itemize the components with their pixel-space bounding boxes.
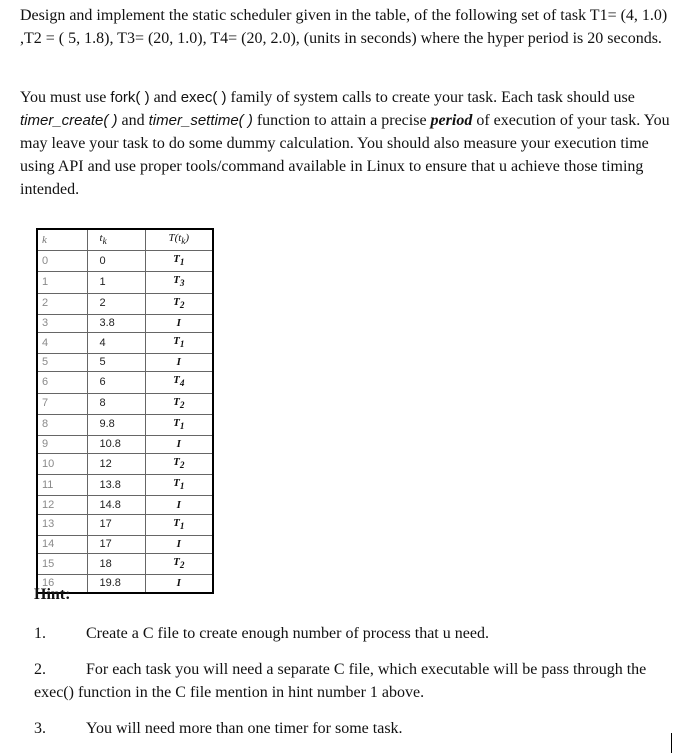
task-subscript: 1 xyxy=(179,481,185,492)
task-letter: T xyxy=(173,334,180,347)
cell-task xyxy=(145,372,213,393)
table-row xyxy=(37,314,213,332)
task-letter: T xyxy=(173,556,180,568)
timer-create-call: timer_create( ) xyxy=(20,112,118,129)
table-row xyxy=(37,514,213,535)
table-row xyxy=(37,414,213,435)
hint-number: 1. xyxy=(34,625,46,642)
cell-task xyxy=(145,454,213,475)
schedule-table xyxy=(36,228,214,594)
table-row xyxy=(37,293,213,314)
task-subscript: 2 xyxy=(179,560,185,571)
table-row xyxy=(37,475,213,496)
task-letter: I xyxy=(176,316,181,329)
cell-t: 17 xyxy=(87,514,145,535)
task-letter: T xyxy=(173,274,180,287)
instr-text-2: and xyxy=(149,89,181,106)
cell-k: 7 xyxy=(37,393,87,414)
task-letter: I xyxy=(176,577,181,590)
task-letter: I xyxy=(176,437,181,450)
hint-heading: Hint: xyxy=(34,586,71,603)
cell-t: 17 xyxy=(87,535,145,553)
task-letter: T xyxy=(173,374,180,387)
table-row xyxy=(37,454,213,475)
cell-task xyxy=(145,514,213,535)
hint-text: Create a C file to create enough number of process that u need. xyxy=(86,625,489,642)
cell-k: 4 xyxy=(37,332,87,353)
task-subscript: 1 xyxy=(179,520,185,531)
instr-text-3: family of system calls to create your task. Each task should use xyxy=(226,89,635,106)
header-k: k xyxy=(37,229,87,251)
cell-task xyxy=(145,414,213,435)
cell-t: 10.8 xyxy=(87,435,145,453)
cell-task xyxy=(145,554,213,575)
cell-t: 2 xyxy=(87,293,145,314)
header-task-base: T(t xyxy=(168,232,182,244)
cell-t: 18 xyxy=(87,554,145,575)
header-t-base: t xyxy=(99,232,103,244)
header-t xyxy=(87,229,145,251)
instr-text-5: function to attain a precise xyxy=(252,112,431,129)
task-letter: T xyxy=(173,395,180,408)
cell-task xyxy=(145,293,213,314)
cell-k: 0 xyxy=(37,251,87,272)
instructions-paragraph xyxy=(20,86,680,201)
task-letter: T xyxy=(173,416,180,429)
exec-call: exec( ) xyxy=(180,89,227,106)
header-task-sub: k xyxy=(181,236,186,247)
cell-k: 14 xyxy=(37,535,87,553)
cell-task xyxy=(145,535,213,553)
cell-k: 13 xyxy=(37,514,87,535)
cell-k: 3 xyxy=(37,314,87,332)
cell-t: 13.8 xyxy=(87,475,145,496)
cell-task xyxy=(145,475,213,496)
task-letter: T xyxy=(173,456,180,469)
task-letter: I xyxy=(176,498,181,511)
header-task-close: ) xyxy=(185,232,190,244)
cell-t: 8 xyxy=(87,393,145,414)
table-header-row xyxy=(37,229,213,251)
cell-t: 12 xyxy=(87,454,145,475)
cell-task xyxy=(145,435,213,453)
schedule-table-body xyxy=(37,251,213,594)
cell-t: 9.8 xyxy=(87,414,145,435)
cell-task xyxy=(145,332,213,353)
cell-k: 15 xyxy=(37,554,87,575)
task-subscript: 1 xyxy=(179,339,185,350)
table-row xyxy=(37,393,213,414)
task-subscript: 1 xyxy=(179,420,185,431)
task-subscript: 1 xyxy=(179,257,185,268)
cell-k: 1 xyxy=(37,272,87,293)
timer-settime-call: timer_settime( ) xyxy=(148,112,253,129)
text-cursor xyxy=(671,733,672,753)
hint-text: For each task you will need a separate C file, which executable will be pass through the exec() function in the C file mention in hint number 1 above. xyxy=(34,661,647,701)
cell-k: 11 xyxy=(37,475,87,496)
cell-task xyxy=(145,354,213,372)
cell-k: 8 xyxy=(37,414,87,435)
hint-number: 3. xyxy=(34,720,46,737)
header-t-sub: k xyxy=(102,236,107,247)
cell-k: 9 xyxy=(37,435,87,453)
cell-t: 19.8 xyxy=(87,575,145,594)
task-subscript: 2 xyxy=(179,299,185,310)
task-letter: I xyxy=(176,537,181,550)
instr-text-4: and xyxy=(117,112,149,129)
table-row xyxy=(37,251,213,272)
cell-t: 14.8 xyxy=(87,496,145,514)
table-row xyxy=(37,435,213,453)
period-emphasis: period xyxy=(430,112,473,129)
task-subscript: 3 xyxy=(179,278,185,289)
cell-k: 5 xyxy=(37,354,87,372)
instr-text-6: of execution of your task. You may leave your task to do some dummy calculation. You should also measure your execution time using API and use proper tools/command available in Linux to ensure that u achieve those timing intended. xyxy=(20,112,670,198)
cell-t: 6 xyxy=(87,372,145,393)
cell-k: 2 xyxy=(37,293,87,314)
hint-text: You will need more than one timer for some task. xyxy=(86,720,403,737)
table-row xyxy=(37,372,213,393)
task-letter: T xyxy=(173,295,180,308)
cell-t: 1 xyxy=(87,272,145,293)
task-letter: T xyxy=(173,477,180,490)
instr-text-1: You must use xyxy=(20,89,111,106)
cell-t: 4 xyxy=(87,332,145,353)
cell-k: 12 xyxy=(37,496,87,514)
task-letter: I xyxy=(176,356,181,369)
fork-call: fork( ) xyxy=(110,89,150,106)
intro-paragraph: Design and implement the static scheduler given in the table, of the following set of task T1= (4, 1.0) ,T2 = ( 5, 1.8), T3= (20, 1.0), T4= (20, 2.0), (units in seconds) where the hyper period is 20 seconds. xyxy=(20,7,668,47)
cell-k: 6 xyxy=(37,372,87,393)
header-task xyxy=(145,229,213,251)
cell-k: 16 xyxy=(37,575,87,594)
hint-number: 2. xyxy=(34,661,46,678)
table-row xyxy=(37,535,213,553)
table-row xyxy=(37,354,213,372)
hint-item-2 xyxy=(34,658,679,704)
cell-task xyxy=(145,251,213,272)
cell-task xyxy=(145,272,213,293)
task-letter: T xyxy=(173,253,180,266)
task-subscript: 2 xyxy=(179,460,185,471)
cell-task xyxy=(145,575,213,594)
table-row xyxy=(37,554,213,575)
cell-t: 0 xyxy=(87,251,145,272)
table-row xyxy=(37,272,213,293)
hint-item-1 xyxy=(34,622,679,645)
cell-k: 10 xyxy=(37,454,87,475)
hint-item-3 xyxy=(34,717,679,740)
task-subscript: 4 xyxy=(179,378,185,389)
cell-task xyxy=(145,314,213,332)
task-subscript: 2 xyxy=(179,399,185,410)
cell-t: 3.8 xyxy=(87,314,145,332)
cell-task xyxy=(145,496,213,514)
task-letter: T xyxy=(173,516,180,529)
cell-t: 5 xyxy=(87,354,145,372)
cell-task xyxy=(145,393,213,414)
table-row xyxy=(37,332,213,353)
table-row xyxy=(37,496,213,514)
